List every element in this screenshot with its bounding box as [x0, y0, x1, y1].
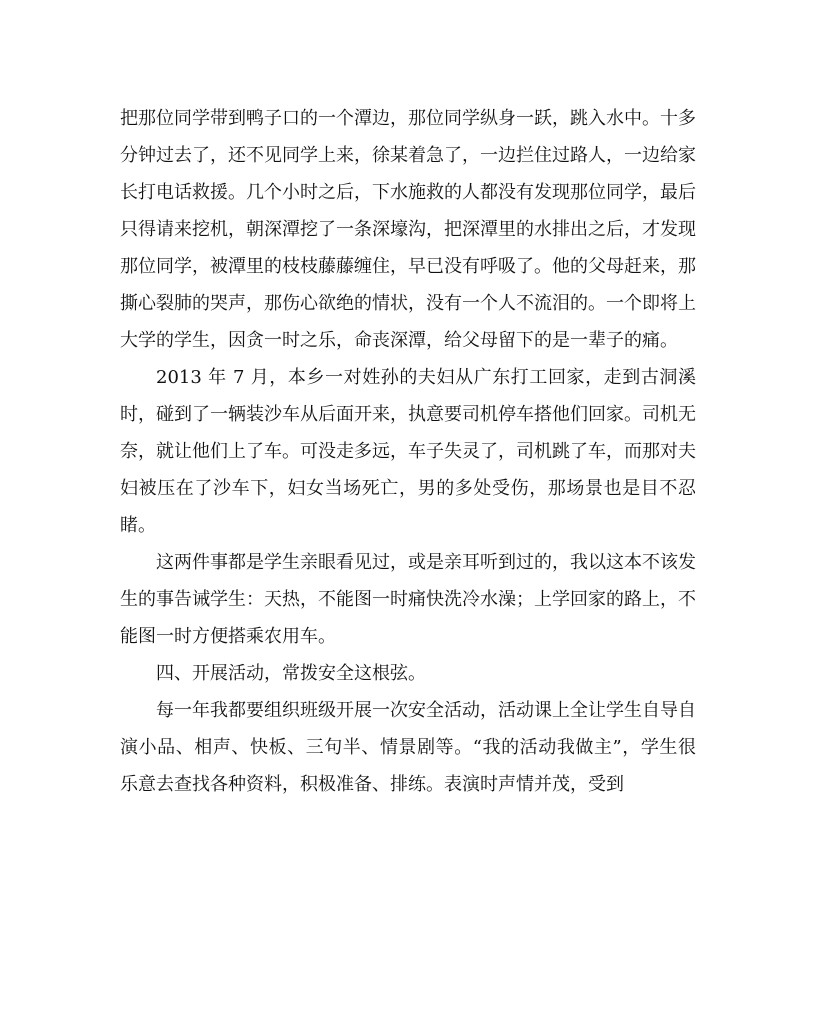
- section-heading-activities: 四、开展活动，常拨安全这根弦。: [156, 663, 426, 684]
- paragraph-safety-activities: 每一年我都要组织班级开展一次安全活动，活动课上全让学生自导自演小品、相声、快板、三句半、情景剧等。“我的活动我做主”，学生很乐意去查找各种资料，积极准备、排练。表演时声情并茂，受到: [120, 700, 696, 795]
- paragraph-drowning-story: 把那位同学带到鸭子口的一个潭边，那位同学纵身一跃，跳入水中。十多分钟过去了，还不见同学上来，徐某着急了，一边拦住过路人，一边给家长打电话救援。几个小时之后，下水施救的人都没有发现那位同学，最后只得请来挖机，朝深潭挖了一条深壕沟，把深潭里的水排出之后，才发现那位同学，被潭里的枝枝藤藤缠住，早已没有呼吸了。他的父母赶来，那撕心裂肺的哭声，那伤心欲绝的情状，没有一个人不流泪的。一个即将上大学的学生，因贪一时之乐，命丧深潭，给父母留下的是一辈子的痛。: [120, 108, 696, 351]
- document-body: [120, 100, 696, 803]
- paragraph-truck-accident: 2013 年 7 月，本乡一对姓孙的夫妇从广东打工回家，走到古洞溪时，碰到了一辆装沙车从后面开来，执意要司机停车搭他们回家。司机无奈，就让他们上了车。可没走多远，车子失灵了，司机跳了车，而那对夫妇被压在了沙车下，妇女当场死亡，男的多处受伤，那场景也是目不忍睹。: [120, 367, 696, 536]
- paragraph-warning-students: 这两件事都是学生亲眼看见过，或是亲耳听到过的，我以这本不该发生的事告诫学生：天热，不能图一时痛快洗冷水澡；上学回家的路上，不能图一时方便搭乘农用车。: [120, 552, 696, 647]
